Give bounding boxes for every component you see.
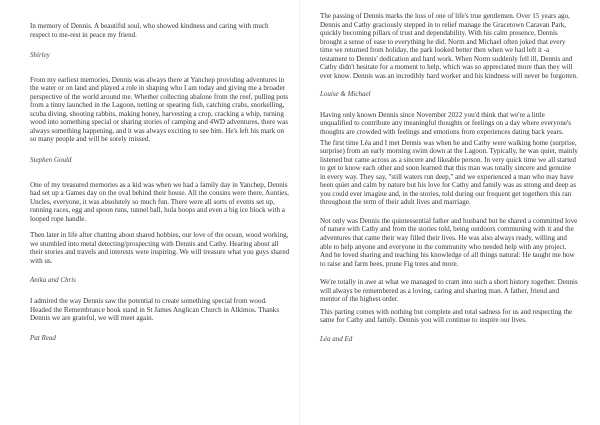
tribute-anika-chris-part-1: One of my treasured memories as a kid was when we had a family day in Yanchep, Dennis had set up a Games day on the oval behind their house. All the cousins were there, Aunties, Uncles, everyone, it was absolutely so much fun. There were all sorts of events set up, running races, egg and spoon runs, tunnel ball, hula hoops and even a big ice block with a looped rope handle. xyxy=(30,180,289,223)
tribute-lea-ed-part-4: We're totally in awe at what we managed to cram into such a short history together. Dennis will always be remembered as a loving, caring and sharing man. A father, friend and mentor of the highest order. xyxy=(320,278,578,304)
signature-louise-michael: Louise & Michael xyxy=(320,90,371,99)
tribute-lea-ed-part-2: The first time Léa and I met Dennis was when he and Cathy were walking home (surprise, surprise) from an early morning swim down at the Lagoon. Typically, he was quiet, mainly listened but came across as a sincere and likeable person. In very quick time we all started to get to know each other and soon learned that this man was totally sincere and genuine in every way. They say, "still waters run deep," and we experienced a man who may have been quiet and calm by nature but his love for Cathy and family was as strong and deep as you could ever imagine and, in the stories, told during our frequent get togethers this ran throughout the term of their adult lives and marriage. xyxy=(320,138,578,207)
signature-pat-read: Pat Read xyxy=(30,333,56,342)
tribute-lea-ed-part-1: Having only known Dennis since November 2022 you'd think that we're a little unqualified to contribute any meaningful thoughts or feelings on a day where everyone's thoughts are crowded with feelings and emotions from experiences dating back years. xyxy=(320,110,572,137)
tribute-lea-ed-part-3: Not only was Dennis the quintessential father and husband but he shared a committed love of nature with Cathy and from the stories told, being outdoors communing with it and the adventures that came their way filled their lives. He was also always ready, willing and able to help anyone and everyone in the community who needed help with any project. And he loved sharing and teaching his knowledge of all things natural: He taught me how to raise and farm bees, prune Fig trees and more. xyxy=(320,216,578,268)
signature-anika-chris: Anika and Chris xyxy=(30,276,76,285)
signature-stephen-gould: Stephen Gould xyxy=(30,156,72,165)
right-page xyxy=(300,0,600,425)
tribute-pat-read: I admired the way Dennis saw the potential to create something special from wood. Headed the Remembrance book stand in St James Anglican Church in Alkimos. Thanks Dennis we are grateful, we will meet again. xyxy=(30,297,280,323)
signature-shirley: Shirley xyxy=(30,51,50,60)
tribute-anika-chris-part-2: Then later in life after chatting about shared hobbies, our love of the ocean, wood working, we stumbled into metal detecting/prospecting with Dennis and Cathy. Hearing about all their stories and travels and interests were inspiring. We will treasure what you guys shared with us. xyxy=(30,231,290,265)
tribute-shirley: In memory of Dennis. A beautiful soul, who showed kindness and caring with much respect to me-rest in peace my friend. xyxy=(30,22,269,39)
tribute-stephen-gould: From my earliest memories, Dennis was always there at Yanchep providing adventures in the water or on land and played a role in shaping who I am today and giving me a broader perspective of the world around me. Whether collecting abalone from the reef, pulling pots from a tinny launched in the Lagoon, netting or spearing fish, catching crabs, snorkelling, scuba diving, shooting rabbits, making honey, harvesting a crop, cracking a whip, turning wood into something special or sharing stories of camping and 4WD adventures, there was always something happening, and it was always exciting to see him. He's left his mark on so many people and will be sorely missed. xyxy=(30,75,289,144)
signature-lea-ed: Léa and Ed xyxy=(320,334,353,343)
tribute-lea-ed-part-5: This parting comes with nothing but complete and total sadness for us and respecting the same for Cathy and family. Dennis you will continue to inspire our lives. xyxy=(320,307,573,325)
tribute-louise-michael: The passing of Dennis marks the loss of one of life's true gentlemen. Over 15 years ago, Dennis and Cathy graciously stepped in to relief manage the Gracetown Caravan Park, quickly becoming pillars of trust and dependability. With his calm presence, Dennis brought a sense of ease to everything he did. Norm and Michael often joked that every time we returned from holiday, the park looked better then when we had left it -a testament to Dennis' dedication and hard work. When Norm suddenly fell ill, Dennis and Cathy didn't hesitate for a moment to help, which was so appreciated more than they will ever know. Dennis was an incredibly hard worker and his kindness will never be forgotten. xyxy=(320,12,578,80)
